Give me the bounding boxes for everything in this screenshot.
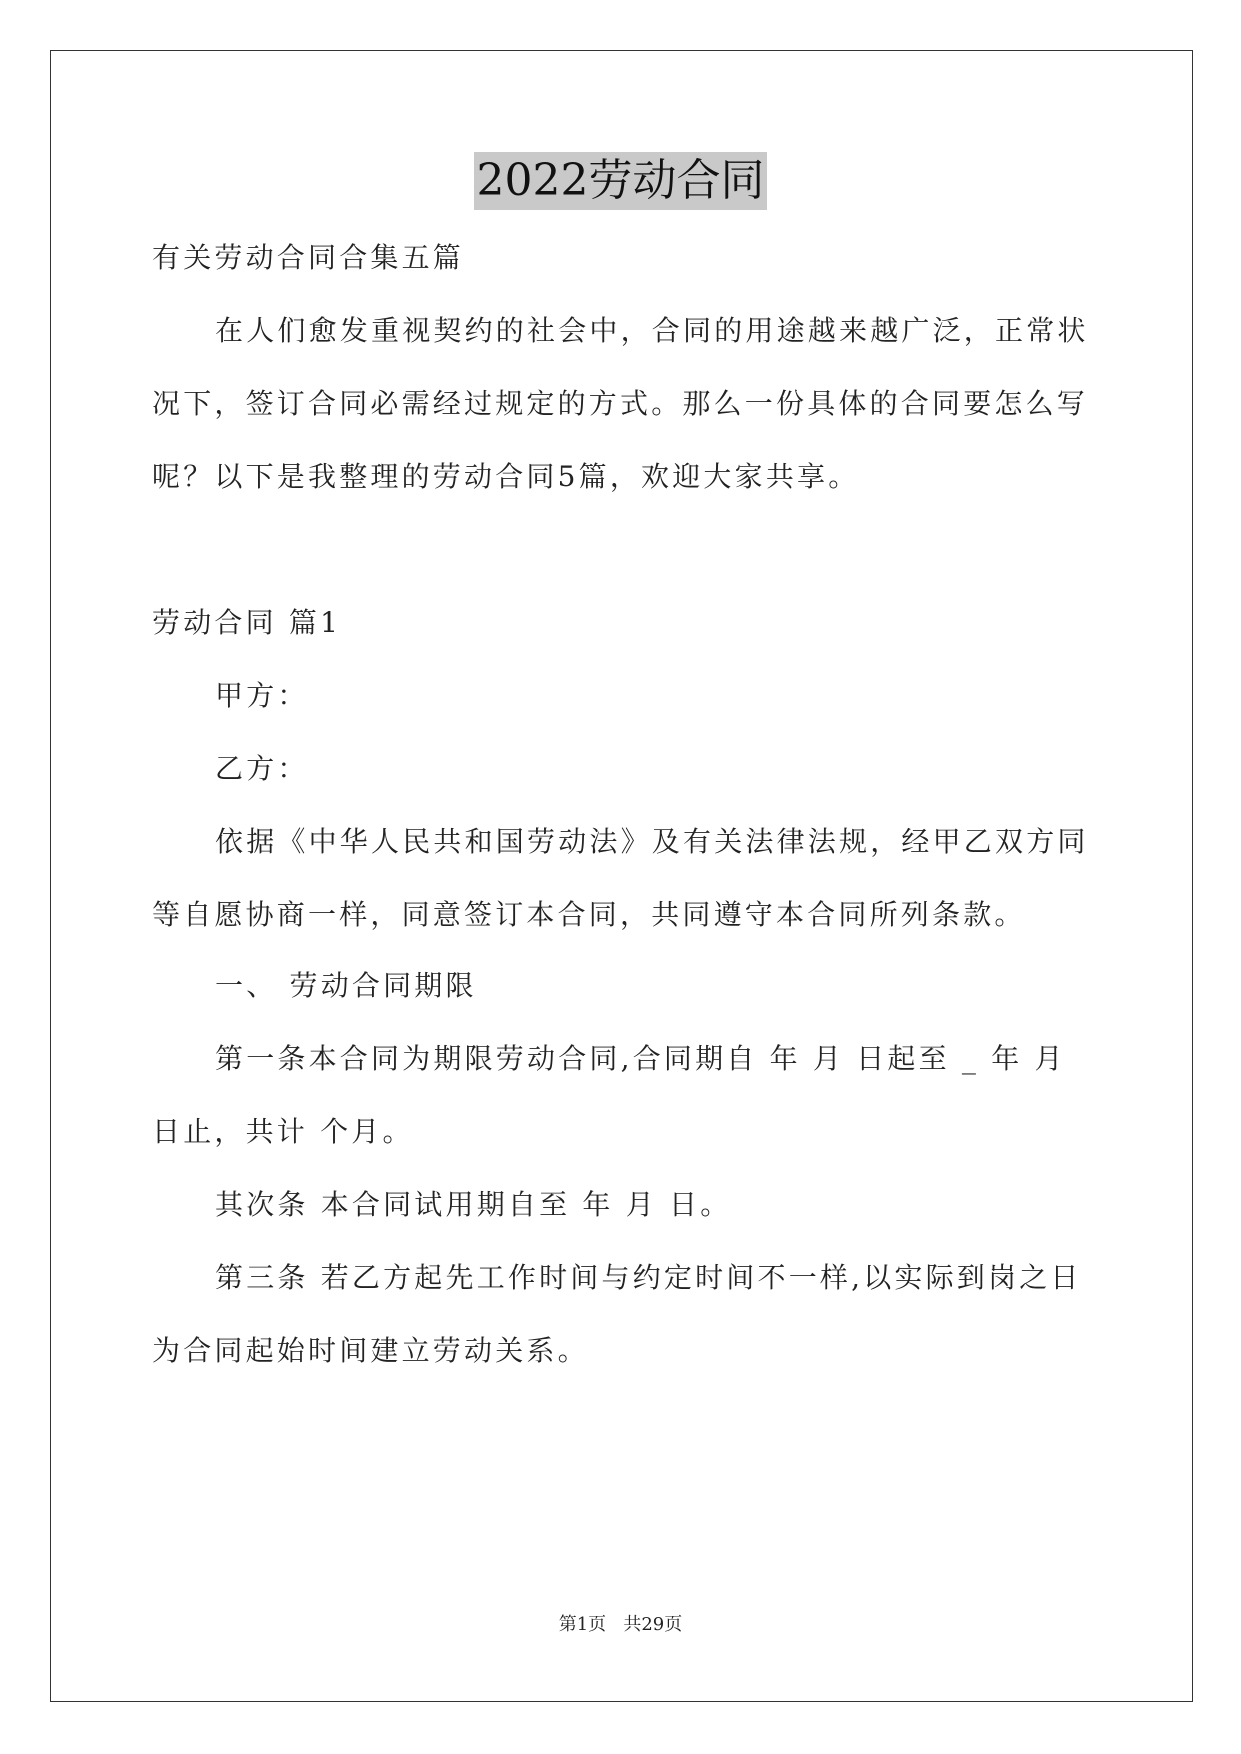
party-b-label: 乙方： bbox=[215, 752, 309, 785]
document-subtitle: 有关劳动合同合集五篇 bbox=[152, 241, 465, 274]
page-border bbox=[50, 50, 1193, 1702]
article-3-line-1: 第三条 若乙方起先工作时间与约定时间不一样,以实际到岗之日 bbox=[215, 1261, 1082, 1294]
title-container bbox=[0, 152, 1241, 210]
intro-line-2: 况下，签订合同必需经过规定的方式。那么一份具体的合同要怎么写 bbox=[152, 387, 1089, 420]
document-title: 2022劳动合同 bbox=[474, 152, 768, 210]
article-1-line-2: 日止，共计 个月。 bbox=[152, 1115, 414, 1148]
article-2: 其次条 本合同试用期自至 年 月 日。 bbox=[215, 1188, 732, 1221]
party-a-label: 甲方： bbox=[215, 679, 309, 712]
clause-heading: 一、 劳动合同期限 bbox=[215, 969, 477, 1002]
intro-line-1: 在人们愈发重视契约的社会中，合同的用途越来越广泛，正常状 bbox=[215, 314, 1089, 347]
article-1-line-1: 第一条本合同为期限劳动合同,合同期自 年 月 日起至 _ 年 月 bbox=[215, 1042, 1066, 1075]
article-3-line-2: 为合同起始时间建立劳动关系。 bbox=[152, 1334, 589, 1367]
section-heading: 劳动合同 篇1 bbox=[152, 606, 342, 639]
intro-line-3: 呢？以下是我整理的劳动合同5篇，欢迎大家共享。 bbox=[152, 460, 860, 493]
basis-line-1: 依据《中华人民共和国劳动法》及有关法律法规，经甲乙双方同 bbox=[215, 825, 1089, 858]
basis-line-2: 等自愿协商一样，同意签订本合同，共同遵守本合同所列条款。 bbox=[152, 898, 1026, 931]
page-footer: 第1页 共29页 bbox=[558, 1614, 683, 1635]
